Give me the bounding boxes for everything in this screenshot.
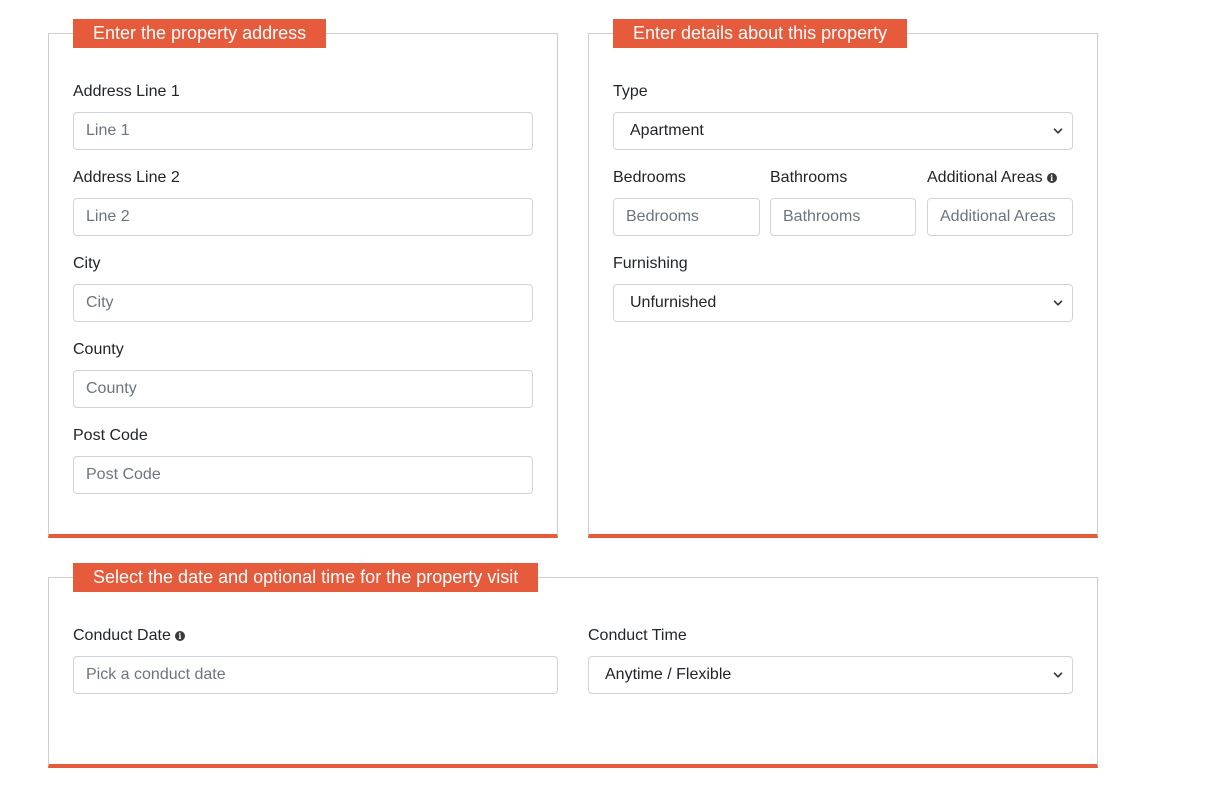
city-input[interactable] <box>73 284 533 322</box>
type-select-value: Apartment <box>630 122 704 139</box>
info-icon[interactable]: i <box>175 631 185 641</box>
chevron-down-icon <box>1053 670 1063 680</box>
furnishing-select-value: Unfurnished <box>630 294 717 311</box>
details-panel-legend: Enter details about this property <box>613 19 907 48</box>
address-line1-input[interactable] <box>73 112 533 150</box>
info-icon[interactable]: i <box>1047 173 1057 183</box>
address-panel-legend: Enter the property address <box>73 19 326 48</box>
visit-panel-legend: Select the date and optional time for the property visit <box>73 563 538 592</box>
chevron-down-icon <box>1053 126 1063 136</box>
chevron-down-icon <box>1053 298 1063 308</box>
visit-panel <box>48 567 1098 768</box>
bathrooms-label: Bathrooms <box>770 169 848 186</box>
county-input[interactable] <box>73 370 533 408</box>
conduct-time-select[interactable] <box>588 656 1073 694</box>
bedrooms-input[interactable] <box>613 198 760 236</box>
details-panel <box>588 23 1098 538</box>
furnishing-label: Furnishing <box>613 255 688 272</box>
county-label: County <box>73 341 124 358</box>
furnishing-select[interactable] <box>613 284 1073 322</box>
conduct-time-label: Conduct Time <box>588 627 687 644</box>
postcode-input[interactable] <box>73 456 533 494</box>
address-line2-input[interactable] <box>73 198 533 236</box>
additional-areas-label: Additional Areas <box>927 169 1043 186</box>
address-line1-label: Address Line 1 <box>73 83 180 100</box>
conduct-date-input[interactable] <box>73 656 558 694</box>
type-select[interactable] <box>613 112 1073 150</box>
additional-areas-input[interactable] <box>927 198 1073 236</box>
conduct-time-select-value: Anytime / Flexible <box>605 666 732 683</box>
address-panel <box>48 23 558 538</box>
additional-areas-label-wrap <box>927 169 1057 187</box>
conduct-date-label-wrap <box>73 627 185 645</box>
city-label: City <box>73 255 101 272</box>
postcode-label: Post Code <box>73 427 148 444</box>
address-line2-label: Address Line 2 <box>73 169 180 186</box>
conduct-date-label: Conduct Date <box>73 627 171 644</box>
bathrooms-input[interactable] <box>770 198 916 236</box>
type-label: Type <box>613 83 648 100</box>
bedrooms-label: Bedrooms <box>613 169 686 186</box>
